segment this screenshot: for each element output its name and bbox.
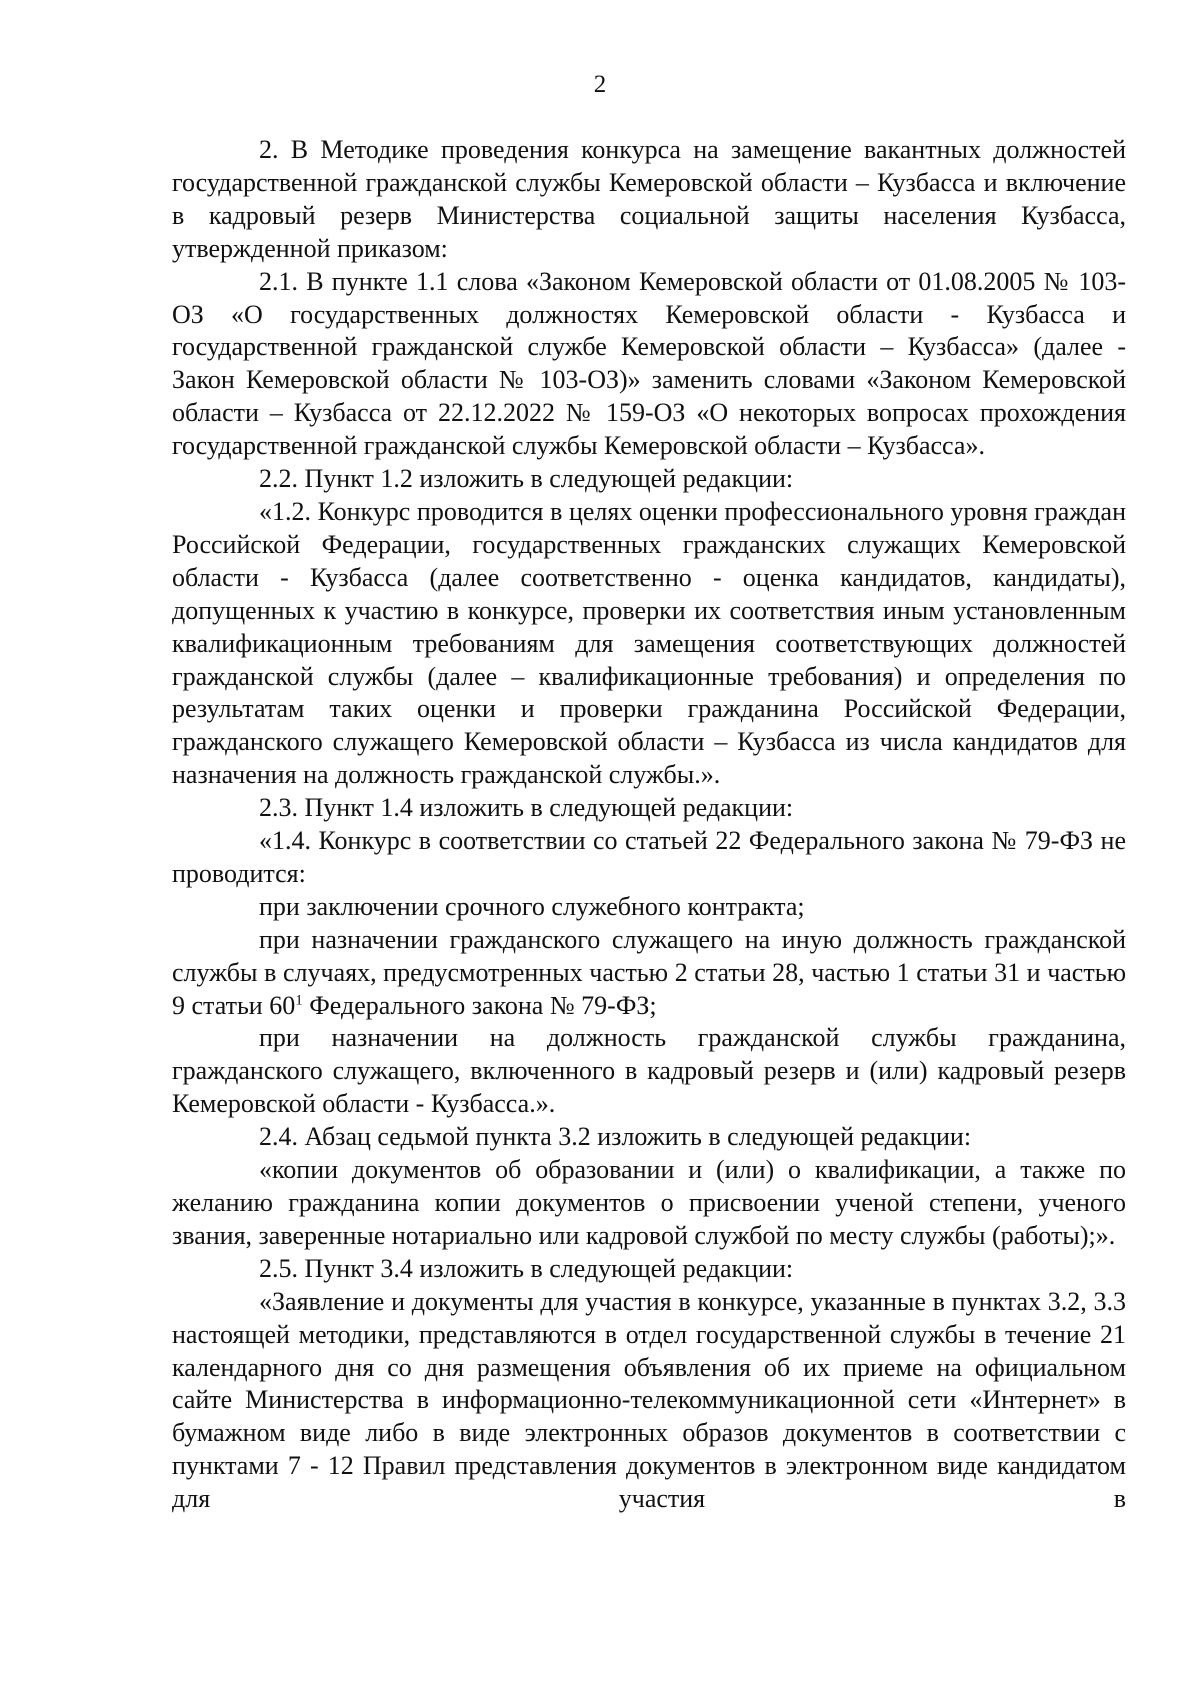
paragraph-other-position-tail: Федерального закона № 79-ФЗ; [302, 990, 657, 1020]
paragraph-2-5: 2.5. Пункт 3.4 изложить в следующей редакции: [259, 1253, 794, 1283]
paragraph-1-4-quote: «1.4. Конкурс в соответствии со статьей 22 Федерального закона № 79-ФЗ не проводится: [172, 826, 1126, 888]
paragraph-1-2-quote: «1.2. Конкурс проводится в целях оценки профессионального уровня граждан Российской Федерации, государственных гражданских служащих Кемеровской области - Кузбасса (далее соответственно - оценка кандидатов, кандидаты), допущенных к участию в конкурсе, проверки их соответствия иным установленным квалификационным требованиям для замещения соответствующих должностей гражданской службы (далее – квалификационные требования) и определения по результатам таких оценки и проверки гражданина Российской Федерации, гражданского служащего Кемеровской области – Кузбасса из числа кандидатов для назначения на должность гражданской службы.». [172, 496, 1126, 790]
superscript-article: 1 [295, 991, 303, 1008]
paragraph-application-documents: «Заявление и документы для участия в конкурсе, указанные в пунктах 3.2, 3.3 настоящей методики, представляются в отдел государственной службы в течение 21 календарного дня со дня размещения объявления об их приеме на официальном сайте Министерства в информационно-телекоммуникационной сети «Интернет» в бумажном виде либо в виде электронных образов документов в соответствии с пунктами 7 - 12 Правил представления документов в электронном виде кандидатом для участия в [172, 1286, 1126, 1514]
page-number: 2 [593, 71, 607, 98]
paragraph-2: 2. В Методике проведения конкурса на замещение вакантных должностей государственной гражданской службы Кемеровской области – Кузбасса и включение в кадровый резерв Министерства социальной защиты населения Кузбасса, утвержденной приказом: [172, 135, 1126, 263]
paragraph-2-2: 2.2. Пункт 1.2 изложить в следующей редакции: [259, 464, 794, 494]
paragraph-other-position-text: при назначении гражданского служащего на иную должность гражданской службы в случаях, предусмотренных частью 2 статьи 28, частью 1 статьи 31 и частью 9 статьи 60 [172, 924, 1126, 1020]
paragraph-documents-copies: «копии документов об образовании и (или) о квалификации, а также по желанию гражданина копии документов о присвоении ученой степени, ученого звания, заверенные нотариально или кадровой службой по месту службы (работы);». [172, 1155, 1126, 1250]
paragraph-2-4: 2.4. Абзац седьмой пункта 3.2 изложить в следующей редакции: [259, 1122, 972, 1152]
paragraph-2-1: 2.1. В пункте 1.1 слова «Законом Кемеровской области от 01.08.2005 № 103-ОЗ «О государственных должностях Кемеровской области - Кузбасса и государственной гражданской службе Кемеровской области – Кузбасса» (далее - Закон Кемеровской области № 103-ОЗ)» заменить словами «Законом Кемеровской области – Кузбасса от 22.12.2022 № 159-ОЗ «О некоторых вопросах прохождения государственной гражданской службы Кемеровской области – Кузбасса». [172, 266, 1126, 461]
paragraph-personnel-reserve: при назначении на должность гражданской службы гражданина, гражданского служащего, включенного в кадровый резерв и (или) кадровый резерв Кемеровской области - Кузбасса.». [172, 1023, 1126, 1119]
document-body [172, 134, 1126, 1516]
paragraph-fixed-term-contract: при заключении срочного служебного контракта; [259, 891, 805, 921]
paragraph-2-3: 2.3. Пункт 1.4 изложить в следующей редакции: [259, 793, 794, 823]
paragraph-other-position [172, 924, 1126, 1023]
